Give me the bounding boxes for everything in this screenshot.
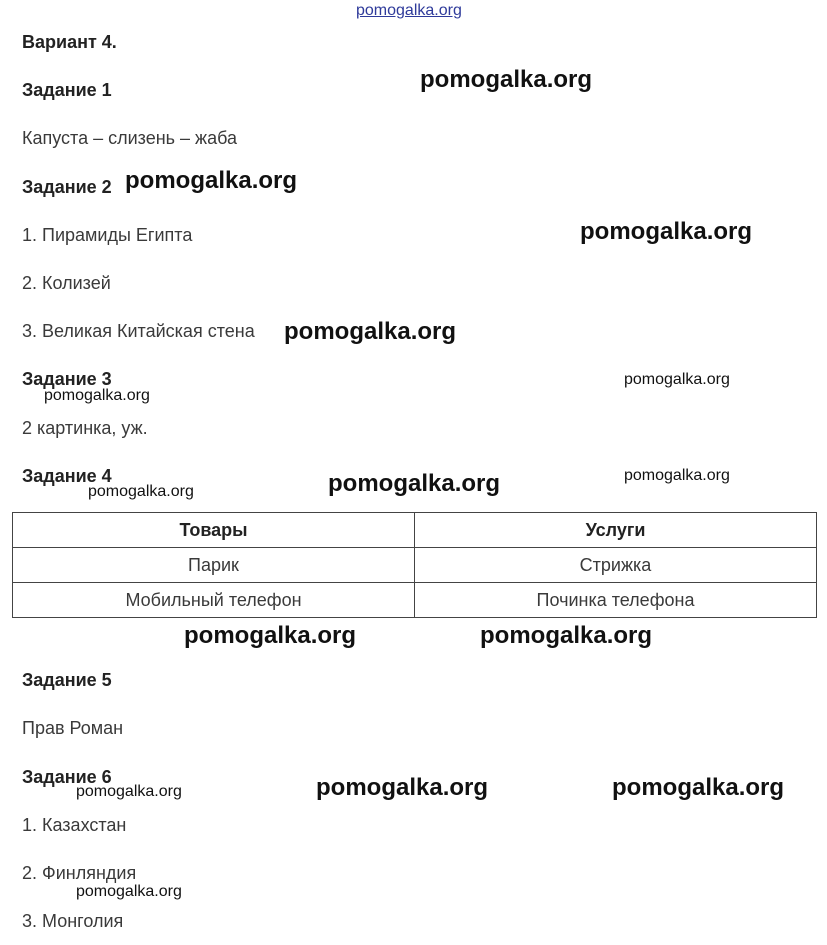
watermark: pomogalka.org bbox=[480, 622, 653, 649]
task-3-answer: 2 картинка, уж. bbox=[22, 418, 148, 438]
task-6-heading: Задание 6 bbox=[22, 767, 112, 787]
watermark: pomogalka.org bbox=[624, 371, 730, 388]
task-2-item: 1. Пирамиды Египта bbox=[22, 225, 193, 245]
task-3-heading: Задание 3 bbox=[22, 369, 112, 389]
task-2-heading: Задание 2 bbox=[22, 177, 112, 197]
watermark: pomogalka.org bbox=[125, 167, 298, 194]
table-row bbox=[13, 548, 817, 583]
table-cell: Парик bbox=[13, 548, 415, 583]
table-row bbox=[13, 583, 817, 618]
task-5-answer: Прав Роман bbox=[22, 718, 124, 738]
watermark: pomogalka.org bbox=[612, 774, 785, 801]
table-cell: Мобильный телефон bbox=[13, 583, 415, 618]
watermark: pomogalka.org bbox=[44, 387, 150, 404]
watermark: pomogalka.org bbox=[76, 783, 182, 800]
table-header-row bbox=[13, 513, 817, 548]
task-2-item: 2. Колизей bbox=[22, 273, 111, 293]
watermark: pomogalka.org bbox=[420, 66, 593, 93]
watermark: pomogalka.org bbox=[284, 318, 457, 345]
table-header-services: Услуги bbox=[415, 513, 817, 548]
watermark: pomogalka.org bbox=[316, 774, 489, 801]
task-5-heading: Задание 5 bbox=[22, 670, 112, 690]
watermark: pomogalka.org bbox=[184, 622, 357, 649]
task-1-answer: Капуста – слизень – жаба bbox=[22, 128, 238, 148]
task-1-heading: Задание 1 bbox=[22, 80, 112, 100]
table-cell: Стрижка bbox=[415, 548, 817, 583]
header-site-link[interactable]: pomogalka.org bbox=[356, 2, 462, 19]
task-4-heading: Задание 4 bbox=[22, 466, 112, 486]
task-6-item: 1. Казахстан bbox=[22, 815, 127, 835]
task-2-item: 3. Великая Китайская стена bbox=[22, 321, 255, 341]
table-cell: Починка телефона bbox=[415, 583, 817, 618]
task-6-item: 3. Монголия bbox=[22, 911, 124, 931]
task-6-item: 2. Финляндия bbox=[22, 863, 137, 883]
watermark: pomogalka.org bbox=[88, 483, 194, 500]
watermark: pomogalka.org bbox=[328, 470, 501, 497]
goods-services-table bbox=[12, 512, 817, 618]
watermark: pomogalka.org bbox=[76, 883, 182, 900]
table-header-goods: Товары bbox=[13, 513, 415, 548]
watermark: pomogalka.org bbox=[624, 467, 730, 484]
watermark: pomogalka.org bbox=[580, 218, 753, 245]
variant-title: Вариант 4. bbox=[22, 32, 117, 52]
